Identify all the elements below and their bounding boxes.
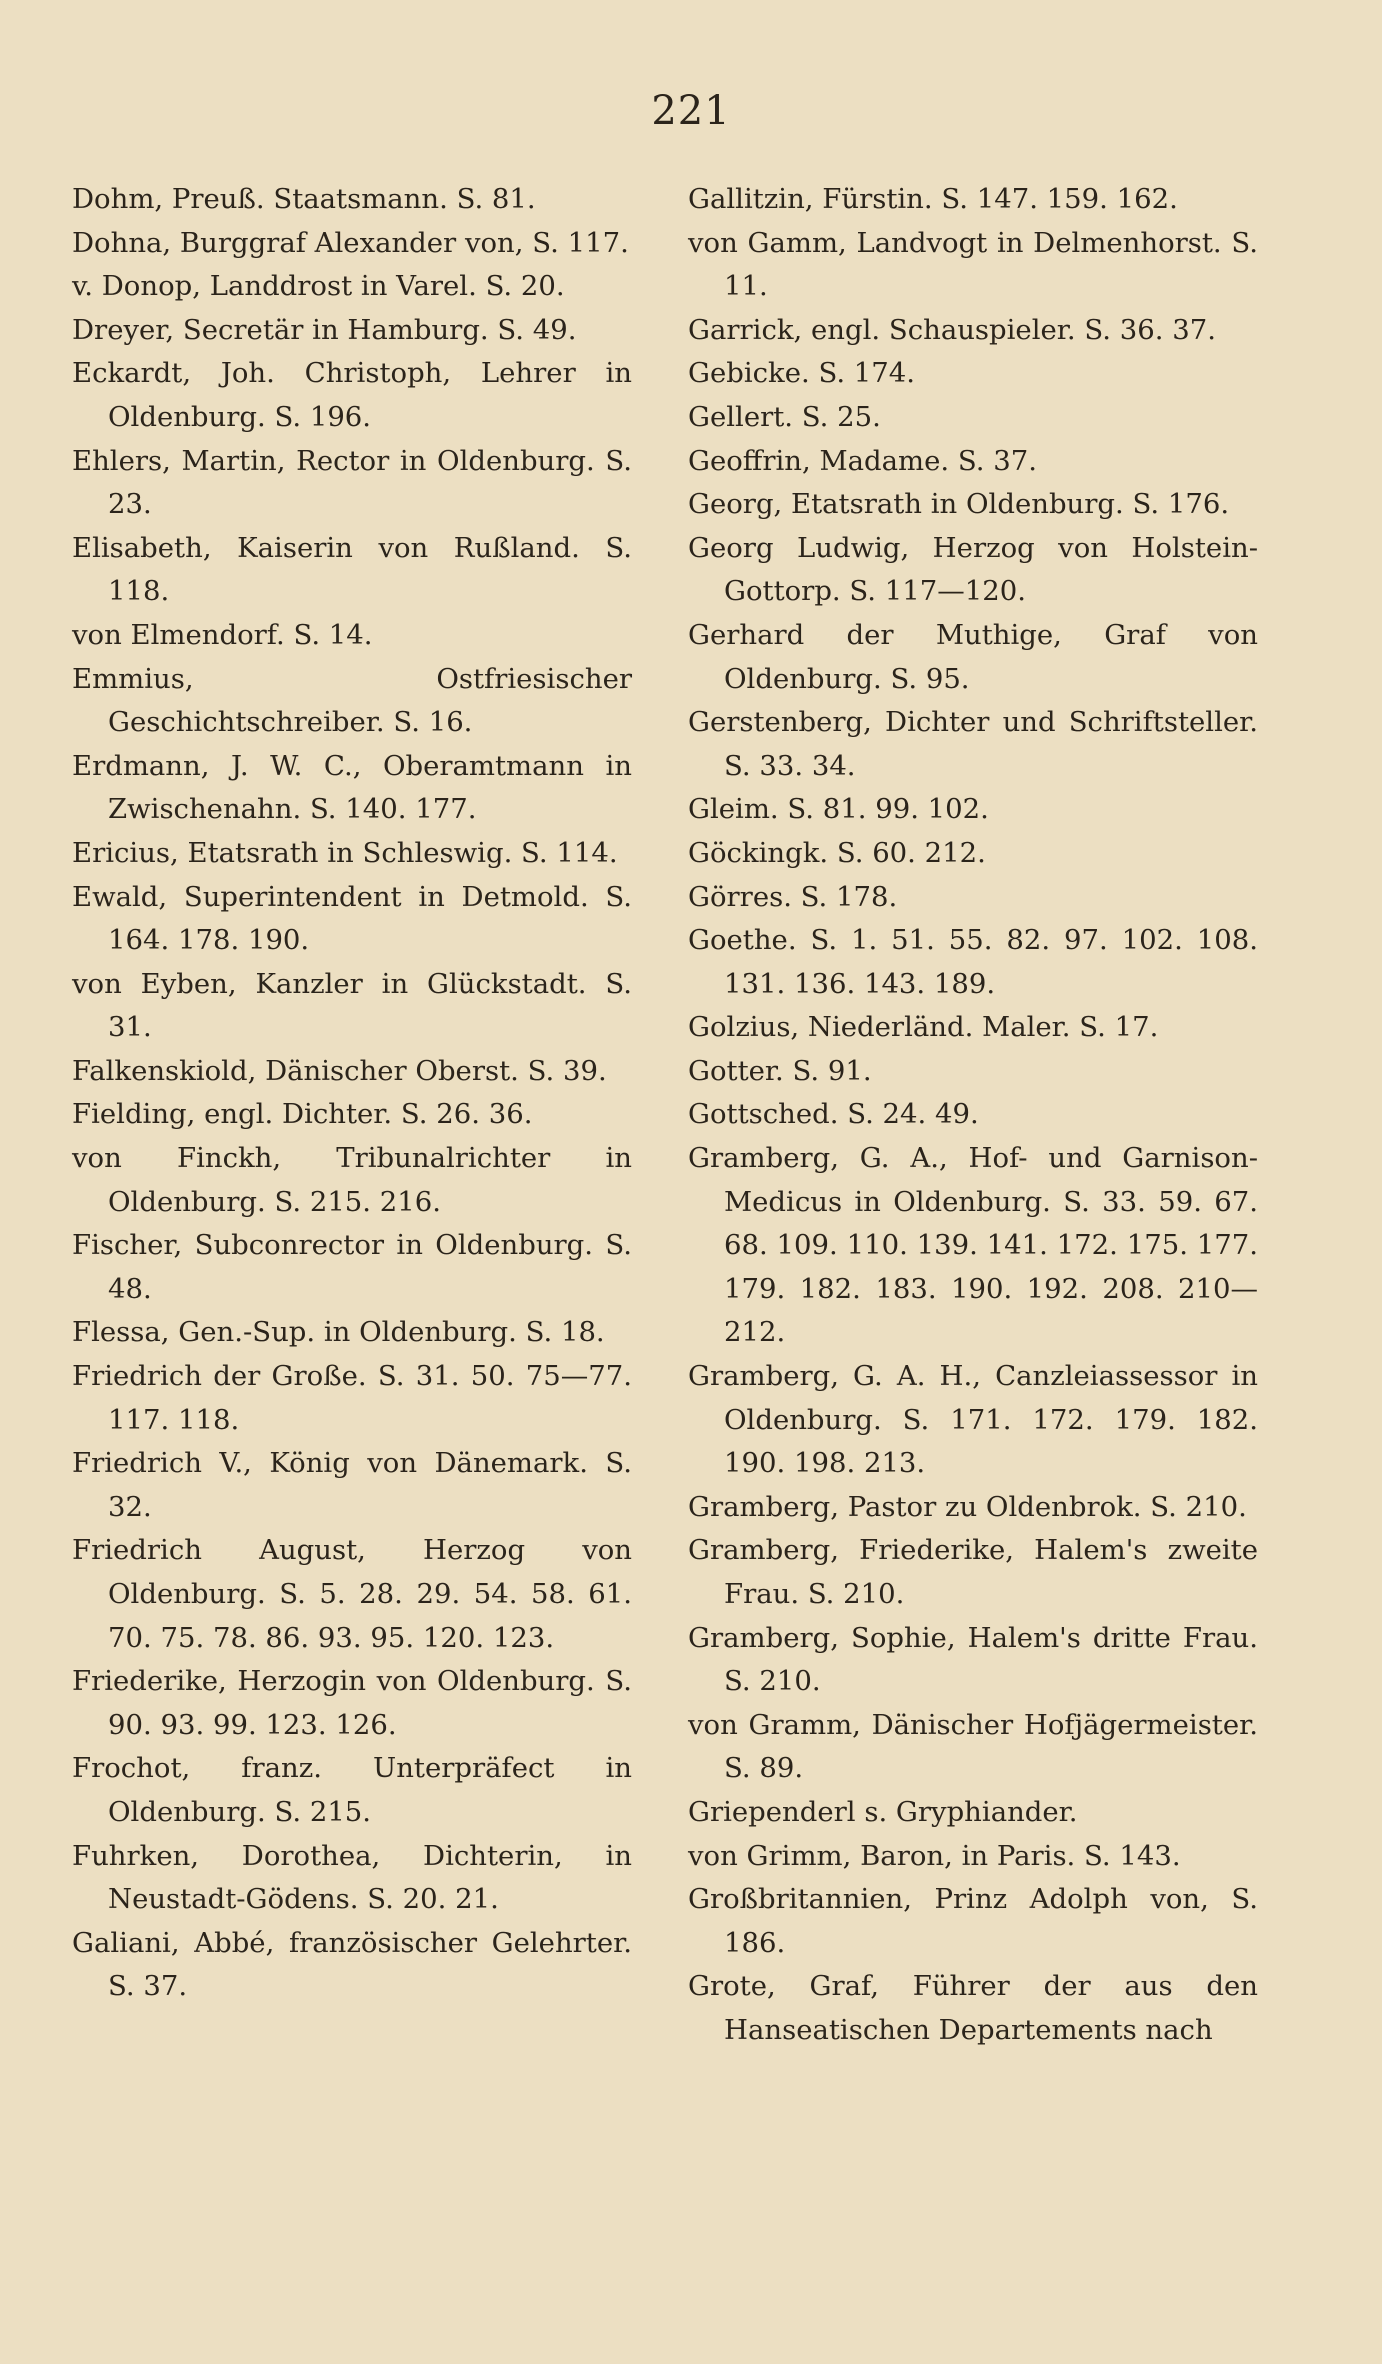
index-column-left xyxy=(72,178,632,2009)
index-entry: Friederike, Herzogin von Oldenburg. S. 90. 93. 99. 123. 126. xyxy=(72,1665,632,1741)
index-entry: Dreyer, Secretär in Hamburg. S. 49. xyxy=(72,313,577,346)
index-entry: Gleim. S. 81. 99. 102. xyxy=(688,793,989,826)
index-entry: Gebicke. S. 174. xyxy=(688,357,916,390)
index-entry: von Gramm, Dänischer Hofjägermeister. S. 89. xyxy=(688,1708,1258,1785)
index-entry: Gramberg, G. A. H., Canzleiassessor in Oldenburg. S. 171. 172. 179. 182. 190. 198. 213. xyxy=(688,1360,1258,1480)
index-column-right xyxy=(688,178,1258,2053)
index-entry: Gallitzin, Fürstin. S. 147. 159. 162. xyxy=(688,183,1178,215)
index-entry: Göckingk. S. 60. 212. xyxy=(688,836,986,869)
index-entry: Gottsched. S. 24. 49. xyxy=(688,1098,979,1131)
index-entry: von Grimm, Baron, in Paris. S. 143. xyxy=(688,1839,1181,1872)
index-entry: Falkenskiold, Dänischer Oberst. S. 39. xyxy=(72,1054,607,1087)
index-entry: Ericius, Etatsrath in Schleswig. S. 114. xyxy=(72,836,618,869)
index-entry: Gramberg, Friederike, Halem's zweite Frau. S. 210. xyxy=(688,1534,1258,1610)
index-entry: von Eyben, Kanzler in Glückstadt. S. 31. xyxy=(72,967,632,1044)
index-entry: von Finckh, Tribunalrichter in Oldenburg. S. 215. 216. xyxy=(72,1142,632,1218)
index-entry: von Gamm, Landvogt in Delmenhorst. S. 11. xyxy=(688,226,1258,303)
index-entry: Ewald, Superintendent in Detmold. S. 164. 178. 190. xyxy=(72,880,632,957)
index-entry: Gellert. S. 25. xyxy=(688,400,881,433)
index-entry: Eckardt, Joh. Christoph, Lehrer in Oldenburg. S. 196. xyxy=(72,357,632,433)
index-entry: Friedrich August, Herzog von Oldenburg. S. 5. 28. 29. 54. 58. 61. 70. 75. 78. 86. 93. 95. 120. 123. xyxy=(72,1534,632,1654)
index-entry: Gotter. S. 91. xyxy=(688,1054,872,1087)
index-entry: Dohna, Burggraf Alexander von, S. 117. xyxy=(72,226,629,259)
index-entry: Frochot, franz. Unterpräfect in Oldenburg. S. 215. xyxy=(72,1752,632,1828)
index-entry: Gerhard der Muthige, Graf von Oldenburg. S. 95. xyxy=(688,618,1258,695)
index-entry: Gramberg, Pastor zu Oldenbrok. S. 210. xyxy=(688,1490,1247,1523)
index-entry: Gerstenberg, Dichter und Schriftsteller. S. 33. 34. xyxy=(688,706,1258,782)
index-entry: Griependerl s. Gryphiander. xyxy=(688,1795,1078,1828)
index-entry: Golzius, Niederländ. Maler. S. 17. xyxy=(688,1011,1159,1044)
index-entry: Großbritannien, Prinz Adolph von, S. 186. xyxy=(688,1883,1258,1959)
index-entry: Friedrich V., König von Dänemark. S. 32. xyxy=(72,1447,632,1523)
index-entry: Elisabeth, Kaiserin von Rußland. S. 118. xyxy=(72,531,632,608)
index-entry: Gramberg, Sophie, Halem's dritte Frau. S. 210. xyxy=(688,1621,1258,1698)
index-entry: Görres. S. 178. xyxy=(688,880,898,913)
index-entry: Georg Ludwig, Herzog von Holstein-Gottorp. S. 117—120. xyxy=(688,531,1258,608)
index-entry: Ehlers, Martin, Rector in Oldenburg. S. 23. xyxy=(72,444,632,521)
index-entry: Georg, Etatsrath in Oldenburg. S. 176. xyxy=(688,488,1230,521)
index-entry: Garrick, engl. Schauspieler. S. 36. 37. xyxy=(688,313,1216,346)
index-entry: Fielding, engl. Dichter. S. 26. 36. xyxy=(72,1098,533,1131)
index-entry: Emmius, Ostfriesischer Geschichtschreiber. S. 16. xyxy=(72,662,632,739)
index-entry: v. Donop, Landdrost in Varel. S. 20. xyxy=(72,270,565,303)
index-entry: Flessa, Gen.-Sup. in Oldenburg. S. 18. xyxy=(72,1316,605,1349)
index-entry: Friedrich der Große. S. 31. 50. 75—77. 117. 118. xyxy=(72,1360,632,1436)
index-entry: Goethe. S. 1. 51. 55. 82. 97. 102. 108. 131. 136. 143. 189. xyxy=(688,924,1258,1000)
index-entry: Fischer, Subconrector in Oldenburg. S. 48. xyxy=(72,1229,632,1305)
index-entry: Dohm, Preuß. Staatsmann. S. 81. xyxy=(72,183,536,215)
index-entry: Gramberg, G. A., Hof- und Garnison-Medicus in Oldenburg. S. 33. 59. 67. 68. 109. 110. 139. 141. 172. 175. 177. 179. 182. 183. 190. 192. 208. 210—212. xyxy=(688,1142,1258,1349)
index-entry: Erdmann, J. W. C., Oberamtmann in Zwischenahn. S. 140. 177. xyxy=(72,749,632,826)
index-entry: Grote, Graf, Führer der aus den Hanseatischen Departements nach xyxy=(688,1970,1258,2046)
page-number: 221 xyxy=(651,88,731,134)
index-entry: von Elmendorf. S. 14. xyxy=(72,618,373,651)
index-entry: Geoffrin, Madame. S. 37. xyxy=(688,444,1037,477)
index-entry: Galiani, Abbé, französischer Gelehrter. S. 37. xyxy=(72,1926,632,2003)
index-entry: Fuhrken, Dorothea, Dichterin, in Neustadt-Gödens. S. 20. 21. xyxy=(72,1839,632,1916)
